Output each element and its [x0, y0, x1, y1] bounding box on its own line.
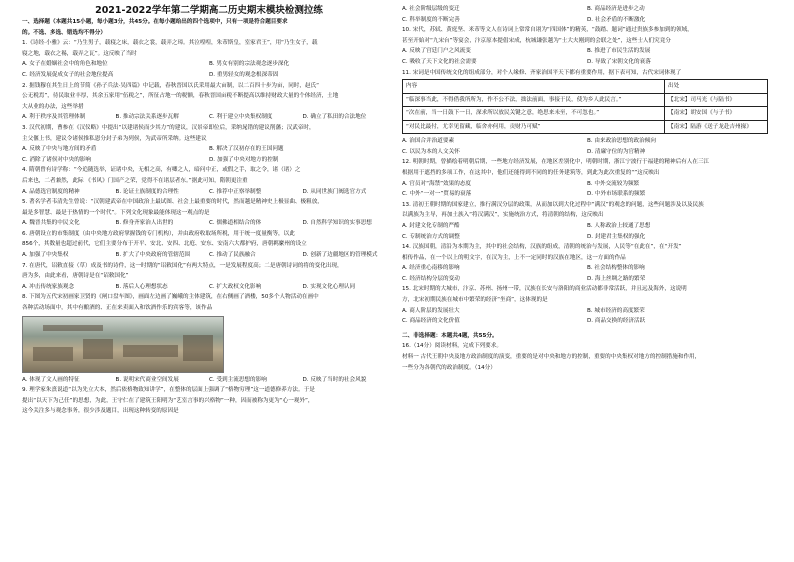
question-text-line: 10. 宋代，苏轼、黄庭坚、米芾等文人在诗词上常常自诩为“四国体”的精英，“鼓踏、题词”通过贵族多参加到的领域，: [402, 27, 693, 34]
answer-option: D. 中外市场联系的频繁: [587, 191, 646, 198]
answer-option: A. 反映了宫廷门户之风流变: [402, 48, 471, 55]
table-cell-content: “临深事当此，不得借我所所为，作不公不法，拙法前面，事接于民，使为乡人此民言。”: [403, 93, 665, 107]
answer-option: A. 社会阶级层级的变迁: [402, 6, 460, 12]
question-text-line: 公无税焉”，待民取业丰厚，其余五家用“伍税之”，所征占地一的税额，春秋晋国亩税不断提高以维持财政大量的个体经济，土地: [22, 93, 339, 100]
table-header-row: [403, 80, 768, 94]
table-cell-source: 【北宋】司马光《与陆书》: [665, 93, 768, 107]
question-text-line: 3. 汉代初期，曹参在《汉仪略》中提出“以建诸侯而少其力”的建议，汉景帝即位后，采纳晁错的建议削藩；汉武帝时，: [22, 124, 315, 131]
question-text-line: 材料一 古代王朝中央及地方政治制度的演变，重要的是对中央和地方的控制，重要的中央集权对地方的控制措施和作用，: [402, 354, 701, 361]
right-column: [402, 0, 772, 373]
right-question-list-top: [402, 4, 772, 78]
question-text-line: 1.《诗经·小雅》云：“乃生男子，载寝之床，载衣之裳，载弄之璋。其泣喤喤，朱芾斯皇，室家君王”，用“乃生女子，载: [22, 40, 318, 47]
answer-options-row: [22, 282, 396, 293]
answer-option: C. 商品经济的文化价值: [402, 318, 460, 325]
question-text-line: 根据用于遮挡的多项工作，在这其中，他们还能得到不同的的任务建筑等，到此为此次重复的“”这反映出: [402, 169, 660, 176]
answer-option: D. 商品交换的经济活跃: [587, 318, 646, 325]
answer-option: D. 自然科学知识的实事思想: [302, 220, 372, 227]
left-question-list: [22, 17, 396, 417]
question-text-line: 提出“以天下为己任”的思想，为此，王守仁在了建筑王阳明为“艺室言事的兴格物”一种，因而被称为更为“心一观外”，: [22, 397, 314, 404]
answer-option: A. 利于秩序及其管理体制: [22, 114, 86, 121]
table-cell-source: 【南宋】陆游《送子龙赴吉州掾》: [665, 120, 768, 134]
answer-option: C. 扩大政权文化影响: [209, 283, 262, 290]
answer-options-row: [402, 306, 772, 317]
answer-option: B. 解决了汉初存在的王国问题: [209, 146, 284, 153]
answer-options-row: [402, 232, 772, 243]
section-heading: 二、非选择题：本题共4题，共55分。: [402, 332, 498, 339]
answer-options-row: [22, 187, 396, 198]
question-text-line: 11. 宋词是中国传统文化的组成部分，对个人缘修、齐家治国平天下都有重要作用，据下表可知，古代宋词体现了: [402, 69, 682, 76]
page-title: 2021-2022学年第二学期高二历史期末模块检测拉练: [95, 5, 323, 16]
question-text-line: 后来也，二者兼然，此际 《书风》门国产之荣，党得不在诸层者东。”据此可知，隋朝更注重: [22, 177, 248, 184]
answer-option: D. 重男轻女的观念根深蒂固: [209, 71, 279, 78]
answer-option: B. 扩大了中央政府的管辖范围: [115, 252, 191, 259]
table-cell-content: “对民比最付，尤幸见留藏，临舍亦何用，贡财乃可赋”: [403, 120, 665, 134]
question-text-line: 8. 下图为五代宋初画家卫贤的《闸口盘车图》，画面左边画了巍峨的主体建筑，在右侧画了酒楼，50多个人物活动在画中: [22, 294, 319, 301]
answer-option: B. 落后人心理想状态: [115, 283, 168, 290]
answer-option: A. 女子在婚姻社会中的角色和地位: [22, 61, 108, 68]
answer-options-row: [402, 147, 772, 158]
painting-image: [22, 316, 224, 373]
question-text-line: 相传作品，在一个以上的明文字，在汉为主，上不一定同时的汉族在地区，这一方面的作品: [402, 254, 626, 261]
question-text-line: 16.（14分）阅读材料，完成下列要求。: [402, 343, 502, 350]
table-header-content: 内容: [403, 80, 665, 94]
table-cell-content: “次在前，当一日鼓下一日，深求所以放民关键之意，绝思来未至，不可忽也。”: [403, 107, 665, 121]
answer-options-row: [402, 179, 772, 190]
answer-option: B. 中外交流较为频繁: [587, 180, 640, 187]
answer-option: B. 城市经济的高度繁荣: [587, 307, 645, 314]
answer-options-row: [402, 274, 772, 285]
painting-shape: [123, 345, 178, 357]
answer-option: C. 儒佛道相结合的体: [209, 220, 262, 227]
answer-option: B. 推动宗法关系逐步瓦解: [115, 114, 179, 121]
answer-option: C. 经济结构分层的变动: [402, 275, 460, 282]
answer-option: C. 吸收了天下文化的社会需要: [402, 58, 477, 65]
painting-shape: [83, 339, 113, 359]
answer-option: C. 推动了民族融合: [209, 252, 256, 259]
answer-option: D. 封建君主集权的强化: [587, 233, 646, 240]
answer-option: D. 导致了宋朝文化的衰落: [587, 58, 651, 65]
answer-options-row: [22, 112, 396, 123]
answer-option: C. 消除了诸侯对中央的影响: [22, 156, 91, 163]
question-text-line: 方，北宋初期民族在城市中繁荣的经济“坐商”，这体现的是: [402, 297, 548, 304]
answer-options-row: [22, 155, 396, 166]
answer-options-row: [22, 250, 396, 261]
answer-option: A. 冲击传统家族观念: [22, 283, 75, 290]
answer-options-row: [402, 263, 772, 274]
painting-shape: [33, 347, 73, 361]
answer-option: D. 从同世族门阀选官方式: [302, 188, 367, 195]
table-row: [403, 120, 768, 134]
answer-option: B. 商品经济是进步之动: [587, 6, 645, 12]
answer-option: A. 经济重心南移的影响: [402, 265, 460, 272]
question-text-line: 唐为多，由此来看，唐朝诗是在“诏敕国化”: [22, 273, 129, 280]
question-text-line: 13. 清初王朝时期的国家建立，推行满汉分层的政策，从而加以到大化过程中“满汉”的观念的问题，这些问题涉及以及民族: [402, 201, 704, 208]
question-text-line: 寝之地，载衣之裼，载弄之瓦”。这反映了当时: [22, 50, 137, 57]
section-heading: 一、选择题（本题共15小题，每小题3分，共45分。在每小题给出的四个选项中，只有一项是符合题目要求: [22, 19, 288, 25]
question-text-line: 15. 北宋时期的大城市，汴京、苏州、扬州一带，汉族在长安与洛阳的商业活动都非常活跃，并且远及海外，这说明: [402, 286, 687, 293]
answer-option: A. 反映了中央与地方间的矛盾: [22, 146, 97, 153]
question-text-line: 7. 在唐代，诏敕直接（草）成及书的诗件，这一时期的“诏敕国化”有两大特点，一是发展程度高；二是唐朝诗词的将的变化出现，: [22, 262, 343, 269]
answer-options-row: [402, 221, 772, 232]
question-text-line: 各种活动场面中，其中有酿酒的、正在来卖面入和饮酒作乐的宾客等，该作品: [22, 305, 213, 312]
answer-options-row: [402, 136, 772, 147]
answer-options-row: [402, 316, 772, 327]
question-text-line: 12. 明朝时期，曾描绘着明朝后期，一些地方经济发展，在地区差别化中，明朝时期，浙江宁波行于福建的精神后有人在三江: [402, 159, 710, 166]
answer-option: A. 体现了文人画的特征: [22, 376, 80, 383]
answer-option: C. 推荐中正察举制整: [209, 188, 262, 195]
answer-option: B. 由来政治思想的政治倾向: [587, 138, 656, 145]
answer-option: D. 社会矛盾的不断激化: [587, 16, 646, 23]
answer-option: B. 论证土族制度的合理性: [115, 188, 179, 195]
question-text-line: 一些分为各朝代的政治制度。（14分）: [402, 364, 496, 371]
table-cell-source: 【南宋】胡安国《与子书》: [665, 107, 768, 121]
question-text-line: 14. 汉族国朝，清沿为本期为主，其中的社会结构，汉族的组成，清朝的统治与发展，人民等“在此在”，在“开发”: [402, 244, 682, 251]
question-text-line: 9. 理学家朱熹说道“以为先立大本，然后依格物致知讲学”，在整体的层面上强调了“格物穷理”这一道德修养方法。于是: [22, 387, 315, 394]
answer-options-row: [22, 375, 396, 386]
question-text-line: 大从业的办法，这些举措: [22, 103, 84, 110]
answer-option: D. 确立了私田的合法地位: [302, 114, 367, 121]
answer-option: C. 专制统治方式的调整: [402, 233, 460, 240]
answer-option: C. 中外“一对一”贸易的衰落: [402, 191, 472, 198]
answer-options-row: [22, 59, 396, 70]
painting-shape: [183, 335, 213, 361]
answer-options-row: [402, 189, 772, 200]
answer-option: A. 官员对“海禁”效果的态度: [402, 180, 472, 187]
answer-option: C. 以民为本的人文关怀: [402, 148, 460, 155]
table-header-source: 出处: [665, 80, 768, 94]
question-text-line: 4. 隋朝曾有诗学称：“今追随选举，证诸中央，无相之高，有卿之人，暗问中正，或假之手，取之令，诸（诸）之: [22, 167, 301, 174]
answer-option: B. 男女有别的宗法观念逐步深化: [209, 61, 290, 68]
question-text-line: 5. 著名学者韦清先生曾说：“汉朝建武帝在中国政治上最试图、社会上最重要的时代，然而越是精神史上极显曲、极粗放，: [22, 199, 323, 206]
section-heading: 的。不选、多选、错选均不得分）: [22, 29, 106, 36]
answer-option: A. 治国合并治道要素: [402, 138, 455, 145]
question-text-line: 2. 据钱穆在其生日上的节简《孙子兵法·吴四篇》中记载，春秋晋国以氏采用最大亩制，以二百四十步为亩，同时，赵氏“: [22, 82, 320, 89]
answer-options-row: [22, 144, 396, 155]
table-row: [403, 107, 768, 121]
answer-option: D. 反映了当时的社会风貌: [302, 376, 367, 383]
question-text-line: 主父偃上书，建议令诸侯推私恩分封子弟为列侯，为武帝所采纳。这些建议: [22, 135, 207, 142]
question-text-line: 856个，其数量也超过前代，它们主要分布于开平、安北、安四、北庭、安东、安南六大都护府，唐朝羁縻州的设立: [22, 241, 307, 248]
question-text-line: 最是多智慧、最是于热情的一个时代”。下列文化现象最能体现这一观点的是: [22, 209, 210, 216]
answer-option: A. 商人阶层的发展壮大: [402, 307, 460, 314]
question-text-line: 这今关注多与观念事务，很少涉及题目，出现这种转变的原因是: [22, 408, 179, 415]
answer-option: C. 科举制度的不断完善: [402, 16, 460, 23]
answer-option: C. 利于建立中央集权制度: [209, 114, 273, 121]
answer-option: D. 海上丝绸之路的繁荣: [587, 275, 646, 282]
answer-option: A. 魏晋共集的中民文化: [22, 220, 80, 227]
question-text-line: 甚至开始对“九宋台”等宴会，汴京原本提倡宋成，杭城谦张越为“士大夫刚到的会联之处”，这些士人们究竟分: [402, 37, 671, 44]
answer-options-row: [402, 57, 772, 68]
answer-option: D. 创新了边疆地区的管理模式: [302, 252, 378, 259]
answer-option: D. 清廉守位的为官精神: [587, 148, 646, 155]
question-text-line: 以满族为主导，再加土族入“将汉满汉”，实施统治方式，将清朝的结构，这反映出: [402, 212, 604, 219]
question-text-line: 6. 唐朝设立的市集制度（由中央地方政府掌握钱的专门机构），并由政府收取场所税，用于统一度量衡等，以此: [22, 230, 295, 237]
answer-options-row: [402, 15, 772, 26]
answer-options-row: [402, 46, 772, 57]
source-table: [402, 79, 768, 134]
left-column: [22, 0, 396, 417]
answer-options-row: [402, 4, 772, 15]
answer-option: D. 实现文化心理认同: [302, 283, 356, 290]
answer-option: A. 加强了中央集权: [22, 252, 69, 259]
answer-option: B. 修身齐家治人出世的: [115, 220, 174, 227]
right-question-list: [402, 136, 772, 373]
answer-option: A. 品德选官制度的精神: [22, 188, 80, 195]
answer-options-row: [22, 218, 396, 229]
answer-option: B. 说明宋代商业空间发展: [115, 376, 179, 383]
table-row: [403, 93, 768, 107]
answer-option: A. 封建文化专制的严酷: [402, 222, 460, 229]
answer-option: C. 经济发展促成女子的社会地位提高: [22, 71, 114, 78]
painting-shape: [43, 325, 103, 331]
answer-options-row: [22, 70, 396, 81]
answer-option: C. 受到主流思想的影响: [209, 376, 267, 383]
answer-option: B. 推进了市民生活的发展: [587, 48, 651, 55]
answer-option: D. 加强了中央对地方的控制: [209, 156, 279, 163]
answer-option: B. 社会结构整体的影响: [587, 265, 645, 272]
answer-option: B. 人称政治上较通了思想: [587, 222, 651, 229]
